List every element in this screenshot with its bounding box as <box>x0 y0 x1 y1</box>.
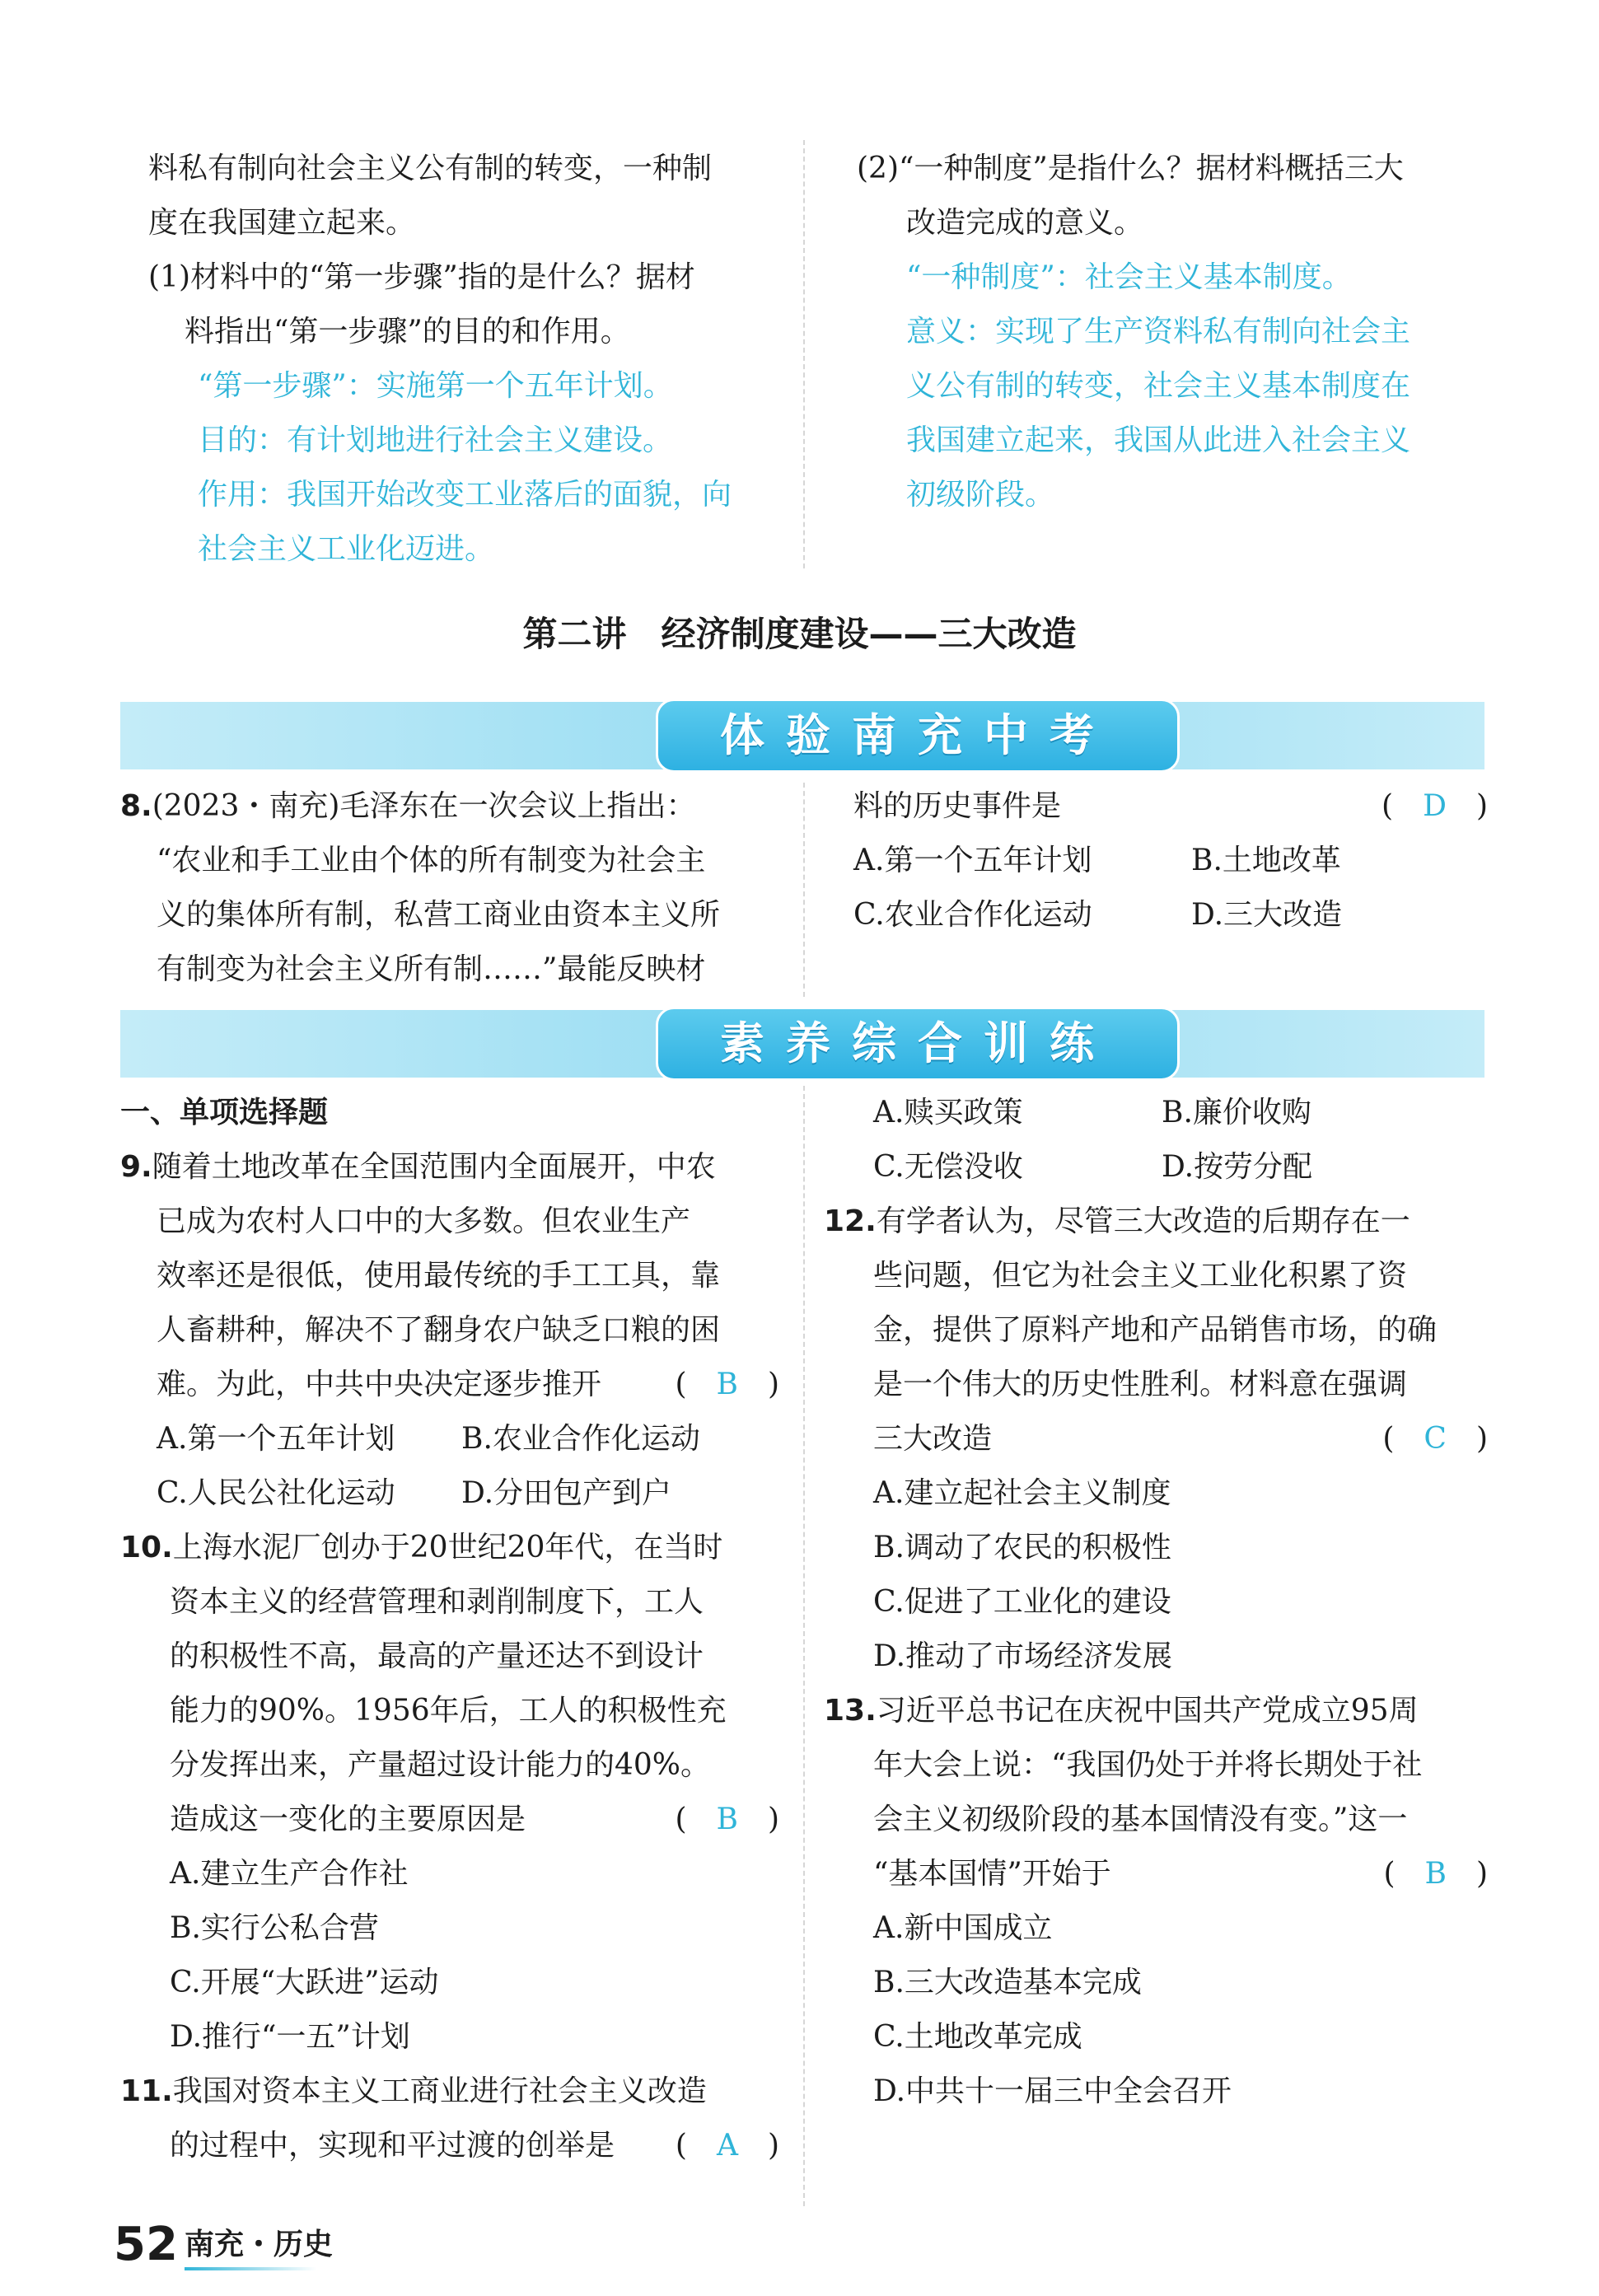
question-text: 造成这一变化的主要原因是 <box>170 1803 526 1836</box>
option-c: C.无偿没收 <box>873 1150 1023 1184</box>
option-b: B.三大改造基本完成 <box>873 1966 1142 1999</box>
question-text: 金，提供了原料产地和产品销售市场，的确 <box>873 1313 1438 1347</box>
material-text-line: 度在我国建立起来。 <box>148 206 416 240</box>
option-d: D.分田包产到户 <box>461 1476 672 1510</box>
option-b: B.农业合作化运动 <box>461 1422 700 1456</box>
question-text: 年大会上说：“我国仍处于并将长期处于社 <box>873 1748 1423 1782</box>
left-question-column <box>120 1086 779 2173</box>
banner-nanchong-exam <box>120 702 1484 769</box>
question-number: 10. <box>120 1531 173 1564</box>
option-c: C.农业合作化运动 <box>853 898 1092 932</box>
banner-label: 体验南充中考 <box>656 699 1180 773</box>
option-a: A.第一个五年计划 <box>853 844 1092 877</box>
question-text: 有制变为社会主义所有制……”最能反映材 <box>157 952 706 986</box>
question-text: 资本主义的经营管理和剥削制度下，工人 <box>170 1585 704 1619</box>
answer-line: 义公有制的转变，社会主义基本制度在 <box>906 369 1411 403</box>
option-c: C.开展“大跃进”运动 <box>170 1966 439 1999</box>
question-text: 上海水泥厂创办于20世纪20年代，在当时 <box>172 1531 723 1564</box>
answer-line: 目的：有计划地进行社会主义建设。 <box>198 423 673 457</box>
question-1-line: (1)材料中的“第一步骤”指的是什么？据材 <box>148 260 695 294</box>
answer-value: D <box>1423 789 1447 823</box>
question-2-line: (2)“一种制度”是指什么？据材料概括三大 <box>857 152 1404 185</box>
column-divider <box>803 783 805 997</box>
question-text: 分发挥出来，产量超过设计能力的40%。 <box>170 1748 711 1782</box>
option-c: C.土地改革完成 <box>873 2020 1082 2054</box>
lecture-title: 第二讲 经济制度建设——三大改造 <box>522 614 1077 654</box>
answer-bracket: ( D ) <box>1382 789 1488 823</box>
answer-bracket: ( B ) <box>675 1803 779 1836</box>
question-text: 难。为此，中共中央决定逐步推开 <box>157 1368 602 1401</box>
option-a: A.建立起社会主义制度 <box>873 1476 1171 1510</box>
material-text-line: 料私有制向社会主义公有制的转变，一种制 <box>148 152 713 185</box>
option-a: A.新中国成立 <box>873 1911 1053 1945</box>
question-text: 是一个伟大的历史性胜利。材料意在强调 <box>873 1368 1408 1401</box>
answer-value: B <box>1424 1857 1447 1891</box>
option-d: D.三大改造 <box>1191 898 1343 932</box>
page-number: 52 <box>114 2218 178 2271</box>
question-text: “农业和手工业由个体的所有制变为社会主 <box>157 844 706 877</box>
footer-book-title: 南充・历史 <box>185 2228 334 2261</box>
answer-line: 意义：实现了生产资料私有制向社会主 <box>906 315 1411 348</box>
option-b: B.土地改革 <box>1191 844 1341 877</box>
question-text: 效率还是很低，使用最传统的手工工具，靠 <box>157 1259 721 1293</box>
answer-line: 社会主义工业化迈进。 <box>198 532 495 566</box>
question-text: 义的集体所有制，私营工商业由资本主义所 <box>157 898 721 932</box>
question-2-line: 改造完成的意义。 <box>906 206 1144 240</box>
option-d: D.按劳分配 <box>1162 1150 1313 1184</box>
question-text: 的积极性不高，最高的产量还达不到设计 <box>170 1639 704 1673</box>
answer-value: B <box>716 1803 738 1836</box>
column-divider <box>803 1086 805 2206</box>
answer-bracket: ( B ) <box>675 1368 779 1401</box>
question-text: 已成为农村人口中的大多数。但农业生产 <box>157 1204 691 1238</box>
option-d: D.推行“一五”计划 <box>170 2020 410 2054</box>
option-c: C.促进了工业化的建设 <box>873 1585 1171 1619</box>
question-text: 会主义初级阶段的基本国情没有变。”这一 <box>873 1803 1408 1836</box>
question-text: 些问题，但它为社会主义工业化积累了资 <box>873 1259 1408 1293</box>
question-8 <box>120 779 779 997</box>
question-1-line: 料指出“第一步骤”的目的和作用。 <box>185 315 630 348</box>
option-a: A.建立生产合作社 <box>170 1857 409 1891</box>
option-a: A.第一个五年计划 <box>157 1422 395 1456</box>
answer-line: “第一步骤”：实施第一个五年计划。 <box>198 369 673 403</box>
question-8-continued <box>853 779 1488 942</box>
column-divider <box>803 140 805 568</box>
question-text: 的过程中，实现和平过渡的创举是 <box>170 2129 615 2163</box>
section-heading: 一、单项选择题 <box>120 1096 329 1129</box>
question-text: 能力的90%。1956年后，工人的积极性充 <box>170 1694 727 1728</box>
top-right-column <box>857 142 1499 522</box>
question-text: “基本国情”开始于 <box>873 1857 1111 1891</box>
option-b: B.廉价收购 <box>1162 1096 1311 1129</box>
top-left-column <box>148 142 783 577</box>
question-number: 11. <box>120 2074 173 2108</box>
question-number: 13. <box>824 1694 877 1728</box>
question-text: 随着土地改革在全国范围内全面展开，中农 <box>152 1150 716 1184</box>
question-number: 9. <box>120 1150 152 1184</box>
answer-bracket: ( A ) <box>675 2129 779 2163</box>
option-d: D.中共十一届三中全会召开 <box>873 2074 1232 2108</box>
answer-line: 初级阶段。 <box>906 478 1055 512</box>
question-text: 我国对资本主义工商业进行社会主义改造 <box>172 2074 707 2108</box>
question-text: 习近平总书记在庆祝中国共产党成立95周 <box>876 1694 1419 1728</box>
question-text: (2023・南充)毛泽东在一次会议上指出： <box>152 789 696 823</box>
question-text: 料的历史事件是 <box>853 789 1062 823</box>
answer-bracket: ( C ) <box>1382 1422 1488 1456</box>
answer-value: C <box>1424 1422 1447 1456</box>
option-a: A.赎买政策 <box>873 1096 1023 1129</box>
banner-comprehensive-training <box>120 1010 1484 1078</box>
banner-label: 素养综合训练 <box>656 1007 1180 1081</box>
question-text: 三大改造 <box>873 1422 993 1456</box>
answer-bracket: ( B ) <box>1383 1857 1488 1891</box>
question-number: 12. <box>824 1204 877 1238</box>
answer-line: 作用：我国开始改变工业落后的面貌，向 <box>198 478 732 512</box>
question-number: 8. <box>120 789 152 823</box>
option-b: B.实行公私合营 <box>170 1911 379 1945</box>
question-text: 人畜耕种，解决不了翻身农户缺乏口粮的困 <box>157 1313 721 1347</box>
answer-line: 我国建立起来，我国从此进入社会主义 <box>906 423 1411 457</box>
option-c: C.人民公社化运动 <box>157 1476 395 1510</box>
option-d: D.推动了市场经济发展 <box>873 1639 1173 1673</box>
option-b: B.调动了农民的积极性 <box>873 1531 1171 1564</box>
right-question-column <box>824 1086 1488 2119</box>
answer-value: B <box>716 1368 738 1401</box>
answer-value: A <box>716 2129 738 2163</box>
answer-line: “一种制度”：社会主义基本制度。 <box>906 260 1352 294</box>
question-text: 有学者认为，尽管三大改造的后期存在一 <box>876 1204 1410 1238</box>
footer-underline <box>185 2267 316 2270</box>
